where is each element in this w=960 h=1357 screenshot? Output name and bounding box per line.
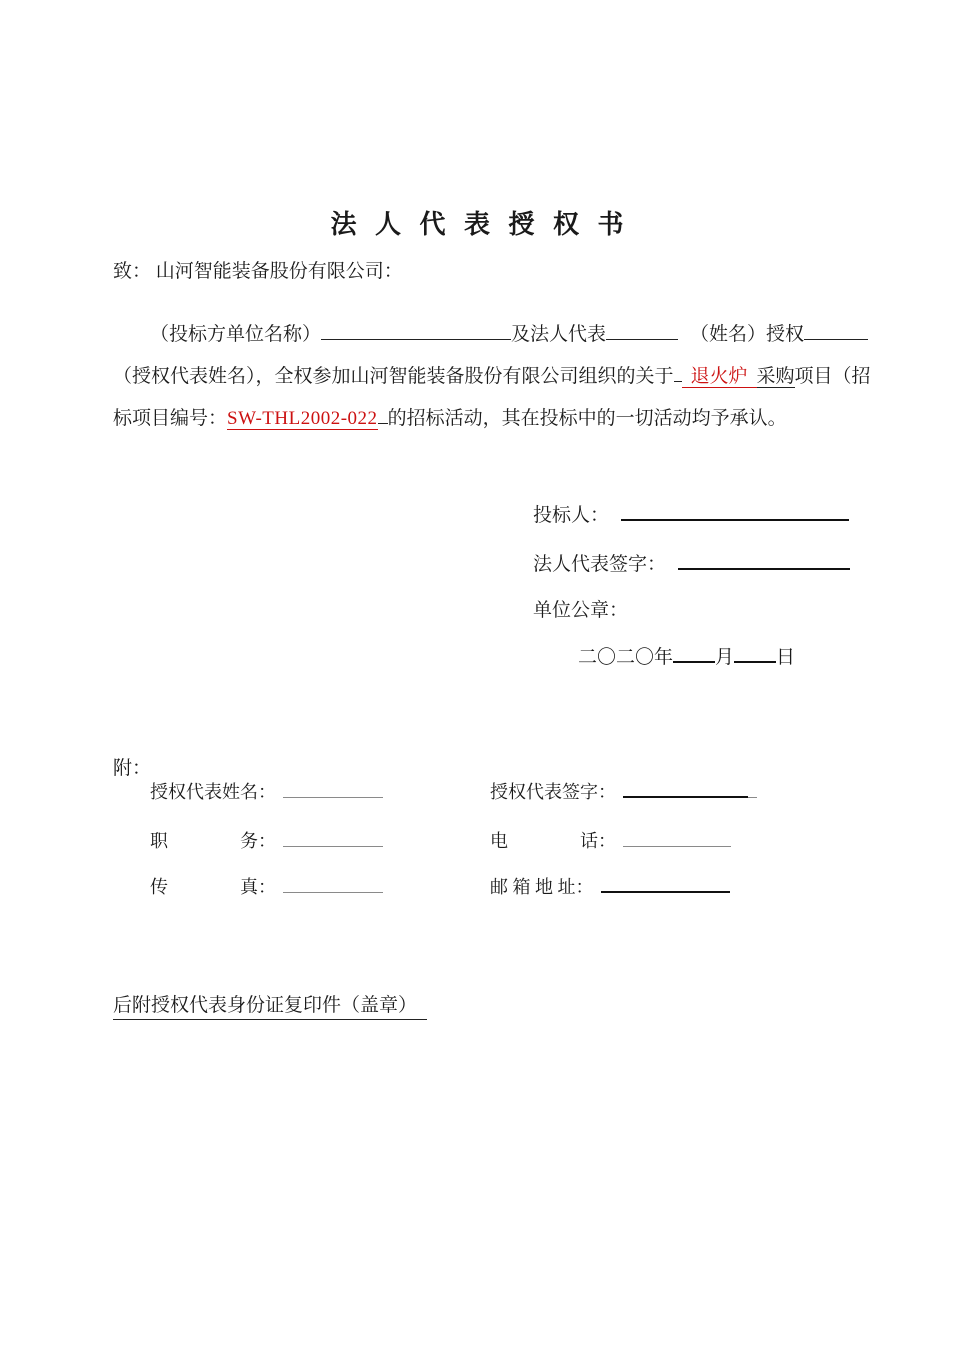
bidder-signature-row xyxy=(533,500,849,527)
blank-tail-segment xyxy=(378,405,388,424)
tender-number-red-code: SW-THL2002-022 xyxy=(227,408,378,429)
phone-label: 电 话： xyxy=(490,831,616,851)
attachment-phone-field xyxy=(490,827,731,853)
attachment-rep-signature-field xyxy=(490,778,757,804)
rep-signature-label: 授权代表签字： xyxy=(490,782,616,802)
closing-clause-text: 的招标活动，其在投标中的一切活动均予承认。 xyxy=(387,408,787,429)
attachment-position-field xyxy=(150,827,383,853)
project-name-red-fill: 退火炉 xyxy=(682,366,757,388)
rep-name-label: 授权代表姓名： xyxy=(150,782,276,802)
footer-attachment-note: 后附授权代表身份证复印件（盖章） xyxy=(113,990,427,1020)
blank-legal-rep-name xyxy=(606,321,678,340)
blank-rep-signature xyxy=(623,779,748,798)
fax-label: 传 真： xyxy=(150,877,276,897)
blank-rep-name xyxy=(283,779,383,798)
blank-position xyxy=(283,828,383,847)
bidder-unit-name-label: （投标方单位名称） xyxy=(150,324,322,345)
legal-rep-signature-label: 法人代表签字： xyxy=(533,554,667,575)
bidder-label: 投标人： xyxy=(533,505,610,526)
company-seal-label: 单位公章： xyxy=(533,600,629,621)
blank-email-address xyxy=(601,874,730,893)
attachment-heading: 附： xyxy=(113,758,152,779)
authorization-clause-text: （授权代表姓名），全权参加山河智能装备股份有限公司组织的关于 xyxy=(113,366,674,387)
date-year-text: 二〇二〇年 xyxy=(578,647,674,668)
tender-number-label: 标项目编号： xyxy=(113,408,228,429)
blank-authorized-name xyxy=(804,321,868,340)
attachment-email-field xyxy=(490,873,730,899)
company-seal-row xyxy=(533,595,628,622)
email-address-label: 邮 箱 地 址： xyxy=(490,877,594,897)
paragraph-line-2 xyxy=(113,363,871,389)
name-authorize-label: （姓名）授权 xyxy=(690,324,805,345)
blank-date-month xyxy=(673,644,715,663)
blank-rep-signature-tail xyxy=(748,779,757,798)
blank-legal-rep-signature xyxy=(678,551,850,570)
paragraph-line-3 xyxy=(113,405,787,431)
blank-date-day xyxy=(734,644,776,663)
blank-fax xyxy=(283,874,383,893)
date-month-text: 月 xyxy=(715,647,735,668)
legal-rep-signature-row xyxy=(533,549,850,576)
blank-bidder-unit-name xyxy=(321,321,511,340)
procurement-label: 采购 xyxy=(756,366,795,387)
date-row xyxy=(578,642,795,669)
attachment-rep-name-field xyxy=(150,778,383,804)
and-legal-rep-label: 及法人代表 xyxy=(511,324,607,345)
paragraph-line-1 xyxy=(150,321,868,347)
blank-lead-segment xyxy=(674,363,682,382)
salutation-line: 致： 山河智能装备股份有限公司： xyxy=(113,261,403,282)
date-day-text: 日 xyxy=(776,647,796,668)
attachment-fax-field xyxy=(150,873,383,899)
position-label: 职 务： xyxy=(150,831,276,851)
blank-phone xyxy=(623,828,731,847)
project-open-paren-text: 项目（招 xyxy=(794,366,871,387)
document-title: 法 人 代 表 授 权 书 xyxy=(330,210,630,239)
blank-bidder-signature xyxy=(621,502,849,521)
